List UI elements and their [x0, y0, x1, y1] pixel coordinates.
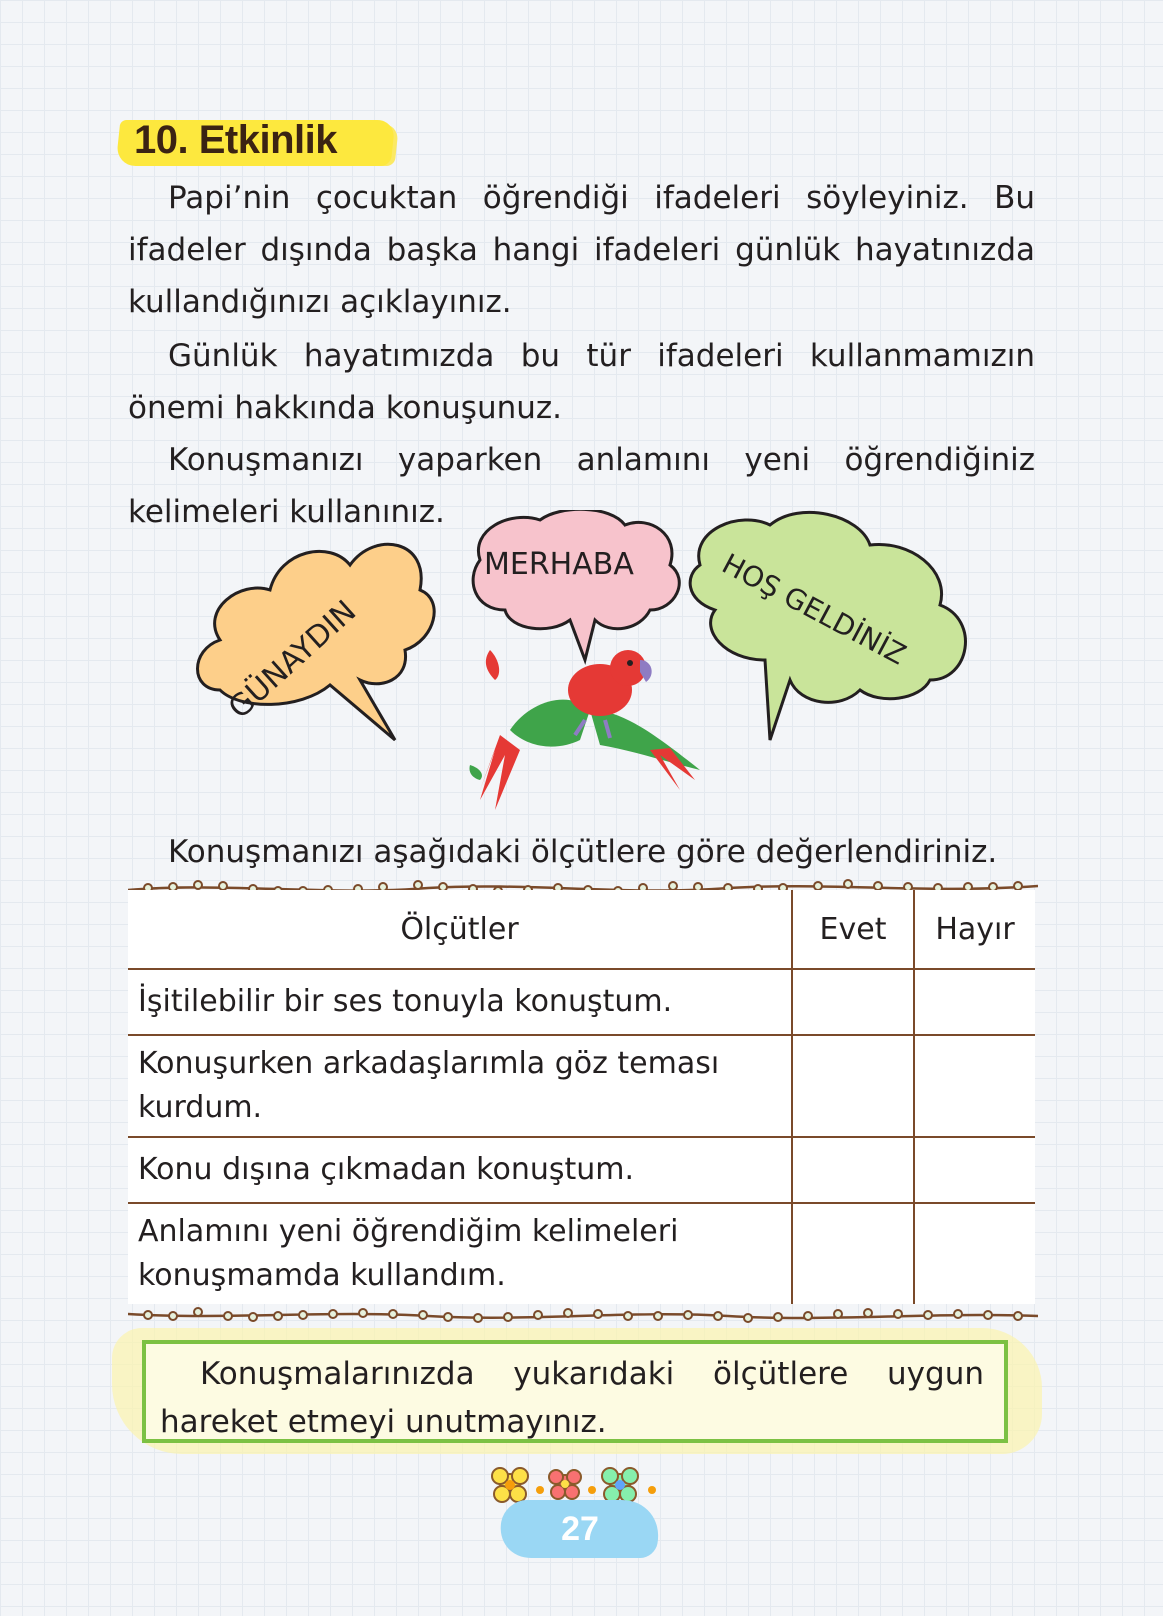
bubble-right-text: HOŞ GELDİNİZ: [716, 547, 912, 672]
flower-icon: [549, 1470, 581, 1499]
table-row: [128, 1035, 1035, 1137]
paragraph-1: Papi’nin çocuktan öğrendiği ifadeleri söyleyiniz. Bu ifadeler dışında başka hangi ifadeleri günlük hayatınızda kullandığınızı açıklayınız.: [128, 180, 1035, 320]
checkbox-cell-yes-2[interactable]: [792, 1035, 914, 1137]
bubble-center-shape: [473, 510, 679, 660]
table-row: [128, 1137, 1035, 1203]
page-number: 27: [561, 1510, 599, 1548]
paragraph-3: Konuşmanızı yaparken anlamını yeni öğrendiğiniz kelimeleri kullanınız.: [128, 442, 1035, 530]
table-row: [128, 969, 1035, 1035]
checkbox-cell-yes-3[interactable]: [792, 1137, 914, 1203]
header-yes: Evet: [792, 890, 914, 969]
header-no: Hayır: [914, 890, 1035, 969]
criterion-4: Anlamını yeni öğrendiğim kelimeleri konuşmamda kullandım.: [138, 1214, 679, 1293]
checkbox-cell-yes-1[interactable]: [792, 969, 914, 1035]
checkbox-cell-no-4[interactable]: [914, 1203, 1035, 1304]
bubble-right: [690, 512, 965, 740]
criterion-1: İşitilebilir bir ses tonuyla konuştum.: [128, 969, 792, 1035]
checkbox-cell-no-1[interactable]: [914, 969, 1035, 1035]
reminder-text: Konuşmalarınızda yukarıdaki ölçütlere uygun hareket etmeyi unutmayınız.: [160, 1356, 984, 1440]
checkbox-cell-no-2[interactable]: [914, 1035, 1035, 1137]
checkbox-cell-yes-4[interactable]: [792, 1203, 914, 1304]
reminder-box: [142, 1340, 1008, 1443]
table-header-row: [128, 890, 1035, 969]
flower-icon: [492, 1468, 528, 1502]
table-row: [128, 1203, 1035, 1304]
bubble-left: [198, 544, 435, 740]
criterion-3: Konu dışına çıkmadan konuştum.: [128, 1137, 792, 1203]
chain-border-bottom: [128, 1304, 1038, 1328]
header-criteria: Ölçütler: [128, 890, 792, 969]
bubble-center-text: MERHABA: [484, 547, 634, 582]
bubble-center: [473, 510, 679, 660]
paragraph-2: Günlük hayatımızda bu tür ifadeleri kullanmamızın önemi hakkında konuşunuz.: [128, 338, 1035, 426]
activity-title: 10. Etkinlik: [134, 118, 337, 162]
table-intro: Konuşmanızı aşağıdaki ölçütlere göre değerlendiriniz.: [168, 834, 998, 870]
parrot-illustration: [469, 650, 700, 810]
bubble-left-text: GÜNAYDIN: [221, 593, 364, 726]
activity-heading: [118, 112, 337, 163]
criterion-2: Konuşurken arkadaşlarımla göz teması kurdum.: [128, 1035, 792, 1137]
criteria-table: [128, 890, 1035, 1304]
speech-bubbles-illustration: [180, 510, 1020, 820]
checkbox-cell-no-3[interactable]: [914, 1137, 1035, 1203]
flower-icon: [602, 1468, 638, 1502]
